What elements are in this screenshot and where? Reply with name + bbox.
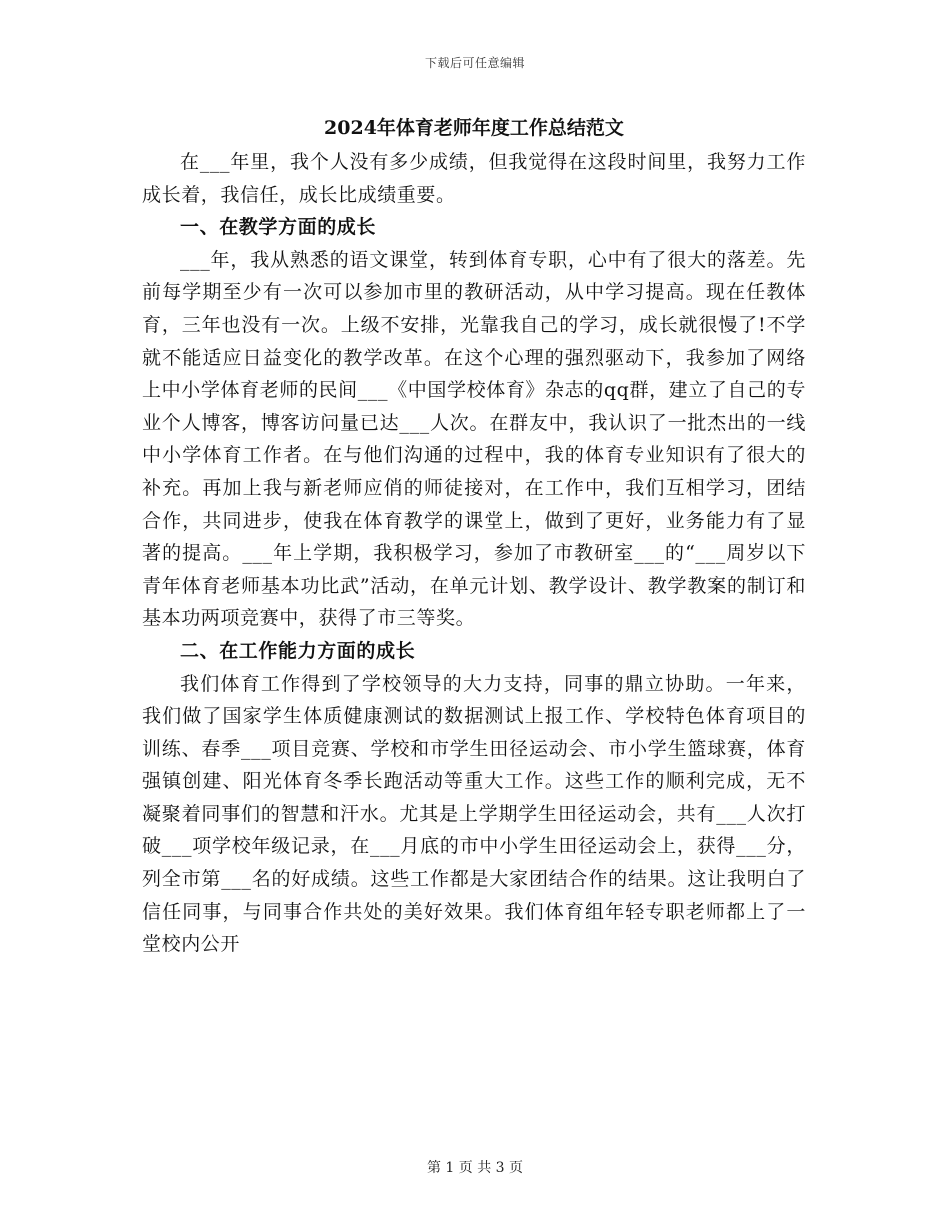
intro-paragraph: 在___年里，我个人没有多少成绩，但我觉得在这段时间里，我努力工作成长着，我信任，成长比成绩重要。 bbox=[142, 151, 806, 206]
section-heading-teaching: 一、在教学方面的成长 bbox=[180, 216, 377, 239]
section-heading-work-ability: 二、在工作能力方面的成长 bbox=[180, 639, 416, 662]
header-note: 下载后可任意编辑 bbox=[424, 56, 525, 70]
page-indicator: 第 1 页 共 3 页 bbox=[426, 1160, 524, 1176]
document-title: 2024年体育老师年度工作总结范文 bbox=[324, 117, 624, 139]
section-paragraph-work-ability: 我们体育工作得到了学校领导的大力支持，同事的鼎立协助。一年来，我们做了国家学生体质健康测试的数据测试上报工作、学校特色体育项目的训练、春季___项目竞赛、学校和市学生田径运动会、市小学生篮球赛，体育强镇创建、阳光体育冬季长跑活动等重大工作。这些工作的顺利完成，无不凝聚着同事们的智慧和汗水。尤其是上学期学生田径运动会，共有___人次打破___项学校年级记录，在___月底的市中小学生田径运动会上，获得___分，列全市第___名的好成绩。这些工作都是大家团结合作的结果。这让我明白了信任同事，与同事合作共处的美好效果。我们体育组年轻专职老师都上了一堂校内公开 bbox=[142, 672, 806, 956]
document-body bbox=[142, 118, 806, 961]
section-paragraph-teaching: ___年，我从熟悉的语文课堂，转到体育专职，心中有了很大的落差。先前每学期至少有一次可以参加市里的教研活动，从中学习提高。现在任教体育，三年也没有一次。上级不安排，光靠我自己的学习，成长就很慢了!不学就不能适应日益变化的教学改革。在这个心理的强烈驱动下，我参加了网络上中小学体育老师的民间___《中国学校体育》杂志的qq群，建立了自己的专业个人博客，博客访问量已达___人次。在群友中，我认识了一批杰出的一线中小学体育工作者。在与他们沟通的过程中，我的体育专业知识有了很大的补充。再加上我与新老师应俏的师徒接对，在工作中，我们互相学习，团结合作，共同进步，使我在体育教学的课堂上，做到了更好，业务能力有了显著的提高。___年上学期，我积极学习，参加了市教研室___的“___周岁以下青年体育老师基本功比武”活动，在单元计划、教学设计、教学教案的制订和基本功两项竞赛中，获得了市三等奖。 bbox=[142, 248, 806, 630]
